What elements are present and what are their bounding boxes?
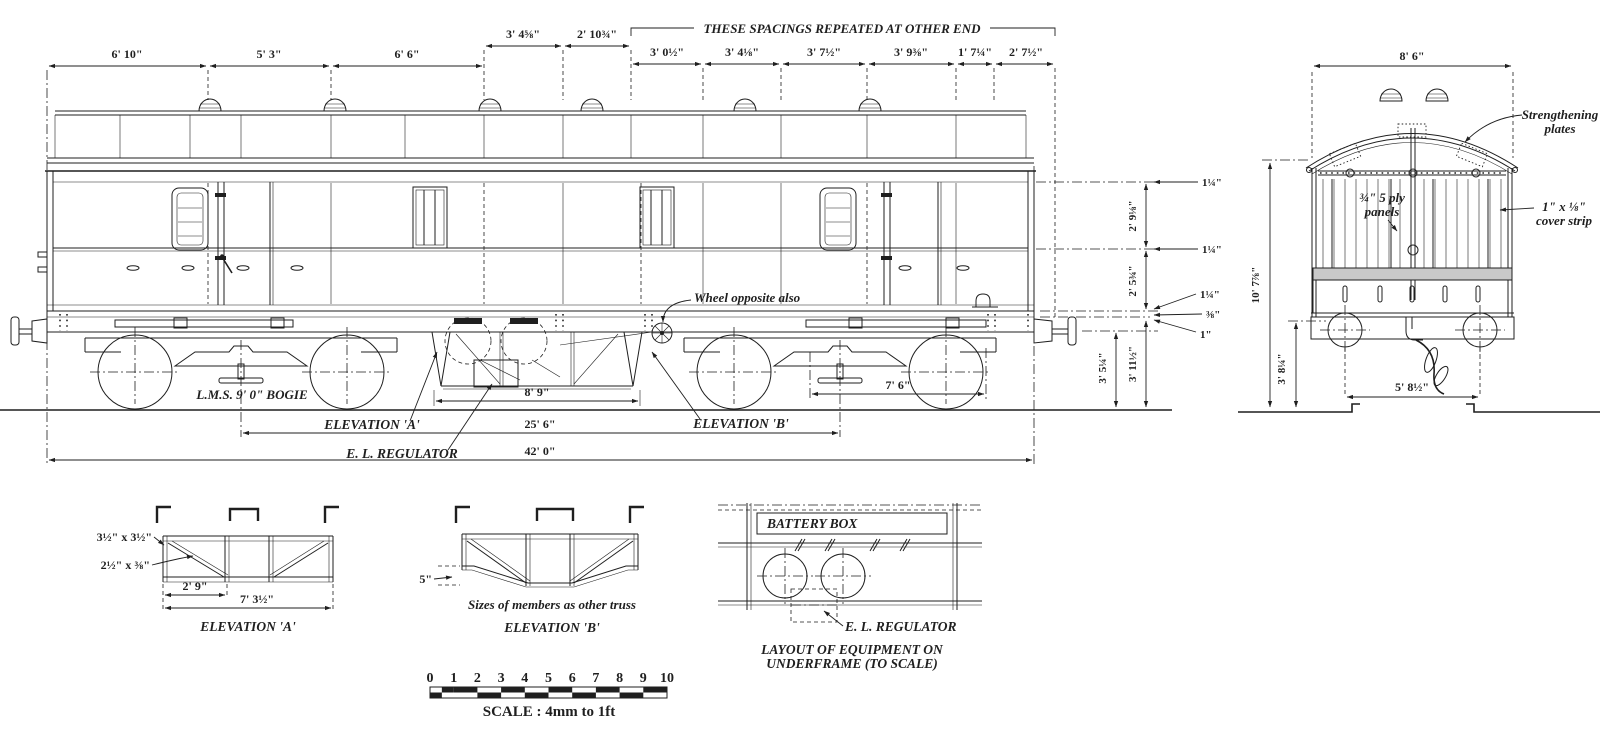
dim-1-7-14: 1' 7¼" <box>958 45 992 59</box>
cover-strip-label-1: 1" x ⅛" <box>1542 199 1586 214</box>
bogie-label: L.M.S. 9' 0" BOGIE <box>196 387 308 402</box>
louvre-vent-1 <box>413 187 447 248</box>
dim-3-8-14: 3' 8¼" <box>1276 353 1288 385</box>
equipment-regulator-label: E. L. REGULATOR <box>845 619 957 634</box>
elevation-a-title: ELEVATION 'A' <box>200 619 296 634</box>
scale-tick-7: 7 <box>592 671 600 686</box>
dim-5in: 5" <box>419 572 432 586</box>
door-handles <box>127 266 969 271</box>
side-right-dimensions <box>1036 177 1222 407</box>
dim-8-6: 8' 6" <box>1399 49 1425 63</box>
dim-3-5-14: 3' 5¼" <box>1097 352 1109 384</box>
scale-caption: SCALE : 4mm to 1ft <box>482 704 616 720</box>
coupling-hook <box>1406 317 1423 340</box>
elevation-b-detail <box>419 507 644 635</box>
spacings-note: THESE SPACINGS REPEATED AT OTHER END <box>703 21 981 36</box>
top-dimension-chain <box>49 21 1055 318</box>
truss-note: Sizes of members as other truss <box>468 597 636 612</box>
ground-line-end-left <box>1238 404 1360 412</box>
equipment-caption-2: UNDERFRAME (TO SCALE) <box>766 656 938 671</box>
dim-2-5-34: 2' 5¾" <box>1127 265 1139 297</box>
dim-2-10-34: 2' 10¾" <box>577 27 617 41</box>
side-elevation <box>0 70 1172 464</box>
elevation-a-ref: ELEVATION 'A' <box>324 417 420 432</box>
dim-3-4-58: 3' 4⅝" <box>506 27 540 41</box>
dim-25-6: 25' 6" <box>524 417 556 431</box>
louvred-window-right <box>820 188 856 250</box>
dim-38: ⅜" <box>1206 309 1221 321</box>
elevation-b-title: ELEVATION 'B' <box>504 620 600 635</box>
rivet-clusters <box>60 314 1028 331</box>
ground-line-end-right <box>1466 404 1600 412</box>
dim-1-14-low: 1¼" <box>1200 289 1220 301</box>
scale-tick-4: 4 <box>521 671 529 686</box>
dim-5-3: 5' 3" <box>256 47 282 61</box>
scale-tick-0: 0 <box>426 671 434 686</box>
cover-strip-label-2: cover strip <box>1536 213 1592 228</box>
regulator-drive-wheel <box>652 323 672 343</box>
step-boards <box>115 318 986 328</box>
equipment-layout <box>718 503 982 671</box>
regulator-ref: E. L. REGULATOR <box>346 446 458 461</box>
dim-6-6: 6' 6" <box>394 47 420 61</box>
dim-3-4-18: 3' 4⅛" <box>725 45 759 59</box>
dim-3-11-12: 3' 11½" <box>1127 345 1139 383</box>
scale-tick-2: 2 <box>473 671 481 686</box>
member-size-2: 2½" x ⅜" <box>100 558 150 572</box>
scale-tick-9: 9 <box>639 671 647 686</box>
dim-3-0-12: 3' 0½" <box>650 45 684 59</box>
roof-vents <box>199 99 881 111</box>
dim-7-6: 7' 6" <box>885 378 911 392</box>
buffer-left <box>11 317 47 345</box>
scale-tick-6: 6 <box>568 671 576 686</box>
buffer-right <box>1034 317 1076 345</box>
dim-10-7-78: 10' 7⅞" <box>1250 266 1262 304</box>
louvre-vent-2 <box>640 187 674 248</box>
end-elevation <box>1238 49 1600 412</box>
scale-bar <box>427 671 675 720</box>
louvred-window-left <box>172 188 208 250</box>
ply-label-1: ¾" 5 ply <box>1359 190 1405 205</box>
dim-6-10: 6' 10" <box>111 47 143 61</box>
battery-box-label: BATTERY BOX <box>767 516 858 531</box>
equipment-caption-1: LAYOUT OF EQUIPMENT ON <box>761 642 943 657</box>
strengthening-plates <box>1329 124 1487 167</box>
dim-1-14-mid: 1¼" <box>1202 244 1222 256</box>
dim-1-14-top: 1¼" <box>1202 177 1222 189</box>
elevation-b-ref: ELEVATION 'B' <box>693 416 789 431</box>
side-bottom-dimensions <box>49 290 1032 461</box>
dim-3-9-38: 3' 9⅜" <box>894 45 928 59</box>
dim-42-0: 42' 0" <box>524 444 556 458</box>
member-size-1: 3½" x 3½" <box>96 530 152 544</box>
dim-5-8-12: 5' 8½" <box>1395 380 1429 394</box>
dim-1in: 1" <box>1200 329 1212 341</box>
dim-7-3-12: 7' 3½" <box>240 592 274 606</box>
scale-tick-8: 8 <box>616 671 624 686</box>
dim-2-7-12: 2' 7½" <box>1009 45 1043 59</box>
scale-tick-1: 1 <box>450 671 458 686</box>
strengthening-label-1: Strengthening <box>1521 107 1599 122</box>
scale-tick-3: 3 <box>497 671 505 686</box>
dim-2-9: 2' 9" <box>182 579 208 593</box>
scale-tick-10: 10 <box>660 671 674 686</box>
dim-3-7-12: 3' 7½" <box>807 45 841 59</box>
dim-8-9: 8' 9" <box>524 385 550 399</box>
underframe-truss <box>432 318 652 389</box>
scale-bar-strip <box>430 687 667 698</box>
ply-label-2: panels <box>1364 204 1400 219</box>
scale-tick-5: 5 <box>545 671 552 686</box>
elevation-a-detail <box>97 507 339 634</box>
door-left <box>215 182 273 305</box>
dim-2-9-18: 2' 9⅛" <box>1127 200 1139 232</box>
door-right <box>881 182 941 305</box>
strengthening-label-2: plates <box>1544 121 1576 136</box>
wheel-note: Wheel opposite also <box>694 290 801 305</box>
